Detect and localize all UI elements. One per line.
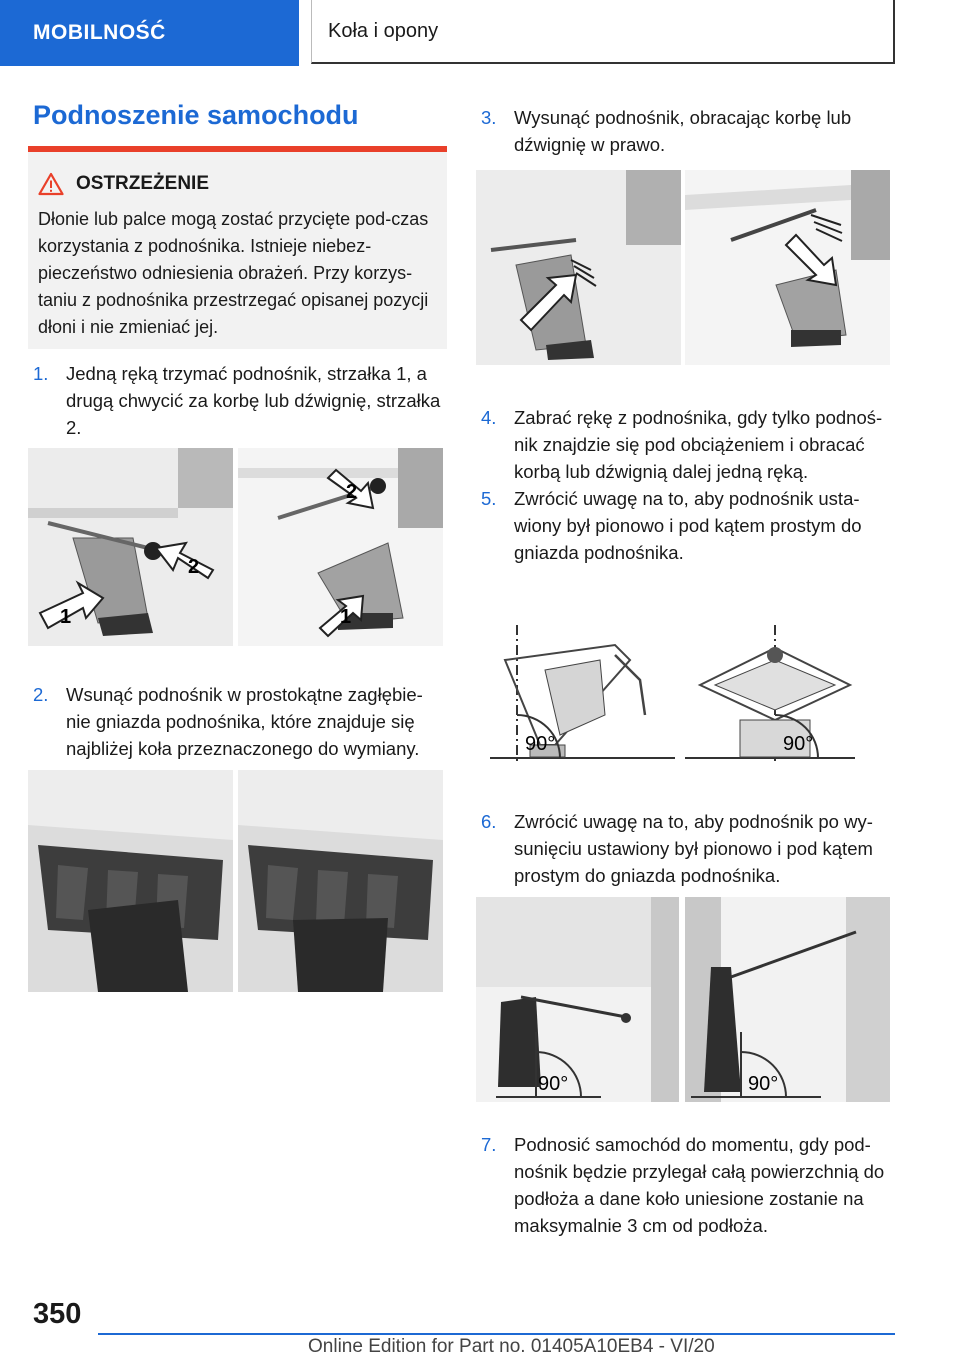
- figure-extended-jack: [476, 897, 890, 1102]
- step-text: Zabrać rękę z podnośnika, gdy tylko podnoś-nik znajdzie się pod obciążeniem i obracać korbą lub dźwignią dalej jedną ręką.: [514, 407, 883, 482]
- warning-box: [28, 146, 447, 349]
- figure-angle-diagram: [485, 620, 860, 770]
- page-header: [0, 0, 960, 66]
- angle-label: 90°: [748, 1073, 779, 1095]
- step-number: 3.: [481, 107, 497, 128]
- step-text: Zwrócić uwagę na to, aby podnośnik po wy-sunięciu ustawiony był pionowo i pod kątem prostym do gniazda podnośnika.: [514, 811, 873, 886]
- step-number: 7.: [481, 1134, 497, 1155]
- figure-hold-jack: [28, 448, 443, 646]
- step-number: 4.: [481, 407, 497, 428]
- angle-label: 90°: [525, 733, 556, 755]
- step-text: Wsunąć podnośnik w prostokątne zagłębie-nie gniazda podnośnika, które znajduje się najbliżej koła przeznaczonego do wymiany.: [66, 684, 423, 759]
- step-1: [33, 360, 443, 441]
- jack-holding-illustration: [28, 448, 443, 646]
- figure-jack-socket: [28, 770, 443, 992]
- page-title: Podnoszenie samochodu: [33, 100, 359, 130]
- angle-diagram: [485, 620, 860, 770]
- arrow-label: 1: [340, 606, 352, 628]
- step-text: Zwrócić uwagę na to, aby podnośnik usta-wiony był pionowo i pod kątem prostym do gniazda podnośnika.: [514, 488, 862, 563]
- section-tab: MOBILNOŚĆ: [0, 0, 299, 66]
- step-text: Podnosić samochód do momentu, gdy pod-nośnik będzie przylegał całą powierzchnią do podłoża a dane koło uniesione zostanie na maksymalnie 3 cm od podłoża.: [514, 1134, 885, 1236]
- step-5: [481, 485, 891, 566]
- step-number: 6.: [481, 811, 497, 832]
- jack-socket-illustration: [28, 770, 443, 992]
- step-text: Wysunąć podnośnik, obracając korbę lub dźwignię w prawo.: [514, 107, 852, 155]
- arrow-label: 1: [60, 606, 72, 628]
- step-7: [481, 1131, 891, 1239]
- step-6: [481, 808, 891, 889]
- arrow-label: 2: [346, 481, 358, 503]
- crank-rotation-illustration: [476, 170, 890, 365]
- step-number: 2.: [33, 684, 49, 705]
- angle-label: 90°: [538, 1073, 569, 1095]
- figure-crank-rotation: [476, 170, 890, 365]
- extended-jack-illustration: [476, 897, 890, 1102]
- step-number: 1.: [33, 363, 49, 384]
- footer-edition: Online Edition for Part no. 01405A10EB4 - VI/20: [308, 1336, 715, 1357]
- arrow-label: 2: [188, 556, 200, 578]
- warning-label: OSTRZEŻENIE: [76, 173, 210, 194]
- chapter-tab: Koła i opony: [311, 0, 895, 64]
- step-3: [481, 104, 891, 158]
- footer-divider: [98, 1333, 895, 1335]
- warning-text: Dłonie lub palce mogą zostać przycięte pod-czas korzystania z podnośnika. Istnieje niebez-pieczeństwo odniesienia obrażeń. Przy korzys-taniu z podnośnika przestrzegać opisanej pozycji dłoni i nie zmieniać jej.: [38, 209, 429, 337]
- warning-icon: [38, 172, 64, 196]
- warning-heading: [38, 172, 437, 196]
- angle-label: 90°: [783, 733, 814, 755]
- step-number: 5.: [481, 488, 497, 509]
- page-number: 350: [33, 1298, 82, 1330]
- step-2: [33, 681, 443, 762]
- step-text: Jedną ręką trzymać podnośnik, strzałka 1, a drugą chwycić za korbę lub dźwignię, strzałka 2.: [66, 363, 441, 438]
- step-4: [481, 404, 891, 485]
